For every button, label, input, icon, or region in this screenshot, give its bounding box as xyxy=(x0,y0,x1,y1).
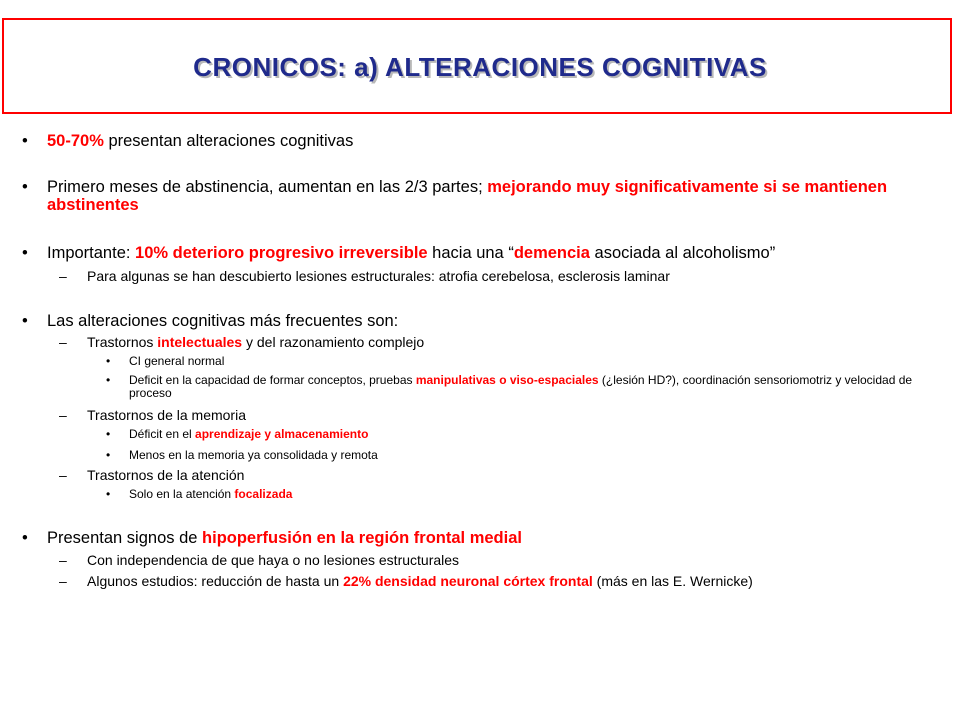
detail-ci-normal: • CI general normal xyxy=(22,355,922,368)
sub-neuronal-density: – Algunos estudios: reducción de hasta un 22% densidad neuronal córtex frontal (más en las E. Wernicke) xyxy=(22,573,922,589)
detail-focused-attention: • Solo en la atención focalizada xyxy=(22,488,922,501)
sub-structural-lesions: – Para algunas se han descubierto lesiones estructurales: atrofia cerebelosa, esclerosis laminar xyxy=(22,268,922,284)
detail-remote-memory: • Menos en la memoria ya consolidada y remota xyxy=(22,449,922,462)
sub-attention-disorders: – Trastornos de la atención xyxy=(22,467,922,483)
sub-intellectual-disorders: – Trastornos intelectuales y del razonamiento complejo xyxy=(22,334,922,350)
bullet-abstinence: • Primero meses de abstinencia, aumentan en las 2/3 partes; mejorando muy significativamente si se mantienen abstinentes xyxy=(22,178,922,214)
bullet-hypoperfusion: • Presentan signos de hipoperfusión en la región frontal medial xyxy=(22,529,922,547)
slide-title: CRONICOS: a) ALTERACIONES COGNITIVAS xyxy=(193,52,767,82)
sub-independence-lesions: – Con independencia de que haya o no lesiones estructurales xyxy=(22,552,922,568)
sub-memory-disorders: – Trastornos de la memoria xyxy=(22,407,922,423)
detail-learning-deficit: • Déficit en el aprendizaje y almacenamiento xyxy=(22,428,922,441)
slide-content xyxy=(22,128,922,589)
detail-concept-deficit: • Deficit en la capacidad de formar conceptos, pruebas manipulativas o viso-espaciales (¿lesión HD?), coordinación sensoriomotriz y velocidad de proceso xyxy=(22,374,922,400)
bullet-prevalence: • 50-70% presentan alteraciones cognitivas xyxy=(22,132,922,150)
bullet-progressive-deterioration: • Importante: 10% deterioro progresivo irreversible hacia una “demencia asociada al alcoholismo” xyxy=(22,244,922,262)
bullet-frequent-alterations: • Las alteraciones cognitivas más frecuentes son: xyxy=(22,312,922,330)
